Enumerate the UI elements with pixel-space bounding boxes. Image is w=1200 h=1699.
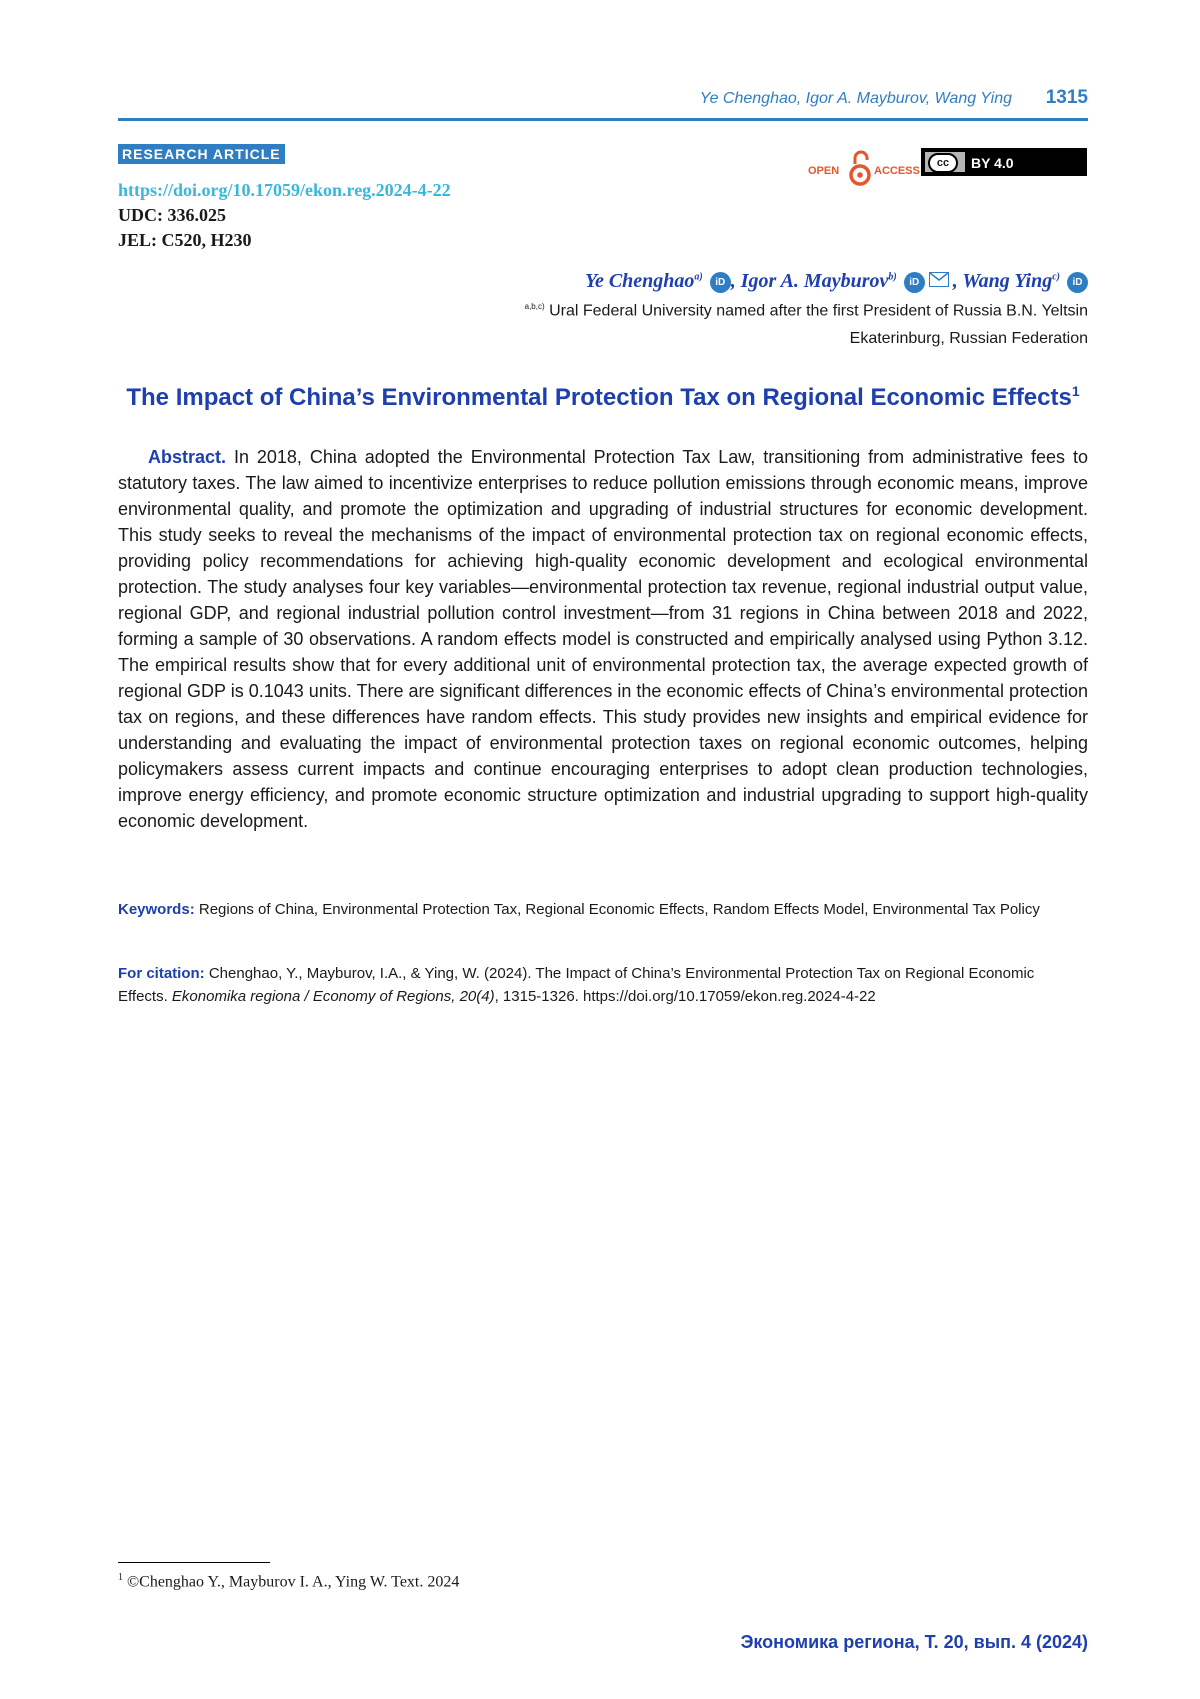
footnote-text: ©Chenghao Y., Mayburov I. A., Ying W. Text. 2024 xyxy=(127,1573,460,1591)
running-header-authors: Ye Chenghao, Igor A. Mayburov, Wang Ying xyxy=(699,90,1012,107)
open-access-access-label: ACCESS xyxy=(874,165,920,177)
udc-code: UDC: 336.025 xyxy=(118,205,226,225)
keywords-label: Keywords: xyxy=(118,901,195,918)
open-access-lock-icon xyxy=(849,148,871,188)
keywords xyxy=(118,898,1088,921)
affiliation-location: Ekaterinburg, Russian Federation xyxy=(849,330,1088,347)
cc-by-license-icon[interactable] xyxy=(921,148,1087,176)
footnote-mark: 1 xyxy=(118,1572,123,1583)
open-access-logo xyxy=(808,148,920,188)
affiliation-line xyxy=(525,302,1088,320)
citation-journal: Ekonomika regiona / Economy of Regions, 20(4) xyxy=(171,988,495,1005)
author-list xyxy=(585,270,1088,293)
abstract xyxy=(118,444,1088,834)
affiliation-text: Ural Federal University named after the first President of Russia B.N. Yeltsin xyxy=(549,302,1088,320)
page-number: 1315 xyxy=(1045,87,1088,108)
author-name: Igor A. Mayburov xyxy=(740,270,889,292)
article-title-text: The Impact of China’s Environmental Protection Tax on Regional Economic Effects xyxy=(126,384,1072,411)
orcid-icon[interactable]: iD xyxy=(904,272,925,293)
license-label: BY 4.0 xyxy=(965,152,1083,172)
author-separator: , xyxy=(730,270,741,292)
citation-pages-doi: , 1315-1326. https://doi.org/10.17059/ekon.reg.2024-4-22 xyxy=(494,988,876,1005)
author-sup: b) xyxy=(888,271,897,283)
cc-mark: cc xyxy=(928,153,958,173)
affiliation-sup: a,b,c) xyxy=(524,302,545,311)
header-rule xyxy=(118,118,1088,121)
author-name: Ye Chenghao xyxy=(584,270,695,292)
abstract-text: In 2018, China adopted the Environmental Protection Tax Law, transitioning from administrative fees to statutory taxes. The law aimed to incentivize enterprises to reduce pollution emissions through economic means, improve environmental quality, and promote the optimization and upgrading of industrial structures for economic development. This study seeks to reveal the mechanisms of the impact of environmental protection tax on regional economic effects, providing policy recommendations for achieving high-quality economic development and ecological environmental protection. The study analyses four key variables—environmental protection tax revenue, regional industrial output value, regional GDP, and regional industrial pollution control investment—from 31 regions in China between 2018 and 2022, forming a sample of 30 observations. A random effects model is constructed and empirically analysed using Python 3.12. The empirical results show that for every additional unit of environmental protection tax, the average expected growth of regional GDP is 0.1043 units. There are significant differences in the economic effects of China’s environmental protection tax on regions, and these differences have random effects. This study provides new insights and empirical evidence for understanding and evaluating the impact of environmental protection taxes on regional economic outcomes, helping policymakers assess current impacts and continue encouraging enterprises to adopt clean production technologies, improve energy efficiency, and promote economic structure optimization and industrial upgrading to support high-quality economic development. xyxy=(118,447,1088,831)
article-title xyxy=(118,374,1088,415)
email-icon[interactable] xyxy=(929,272,949,287)
open-access-open-label: OPEN xyxy=(808,165,840,177)
orcid-icon[interactable]: iD xyxy=(1067,272,1088,293)
footnote xyxy=(118,1572,459,1591)
license-badge-background xyxy=(925,152,1083,172)
jel-code: JEL: C520, H230 xyxy=(118,230,252,250)
citation-text: Chenghao, Y., Mayburov, I.A., & Ying, W. (2024). The Impact of China’s Environmental Protection Tax on Regional Economic Effects. xyxy=(118,965,1035,1005)
footnote-rule xyxy=(118,1562,270,1563)
doi-link[interactable]: https://doi.org/10.17059/ekon.reg.2024-4-22 xyxy=(118,180,451,200)
citation xyxy=(118,962,1088,1008)
article-type-badge: RESEARCH ARTICLE xyxy=(118,144,285,164)
orcid-icon[interactable]: iD xyxy=(710,272,731,293)
author-sup: a) xyxy=(694,271,703,283)
keywords-text: Regions of China, Environmental Protection Tax, Regional Economic Effects, Random Effects Model, Environmental Tax Policy xyxy=(198,901,1040,918)
title-footnote-mark: 1 xyxy=(1071,383,1080,399)
author-sup: c) xyxy=(1052,271,1060,283)
running-footer: Экономика региона, Т. 20, вып. 4 (2024) xyxy=(740,1632,1088,1652)
abstract-label: Abstract. xyxy=(148,447,227,467)
running-header xyxy=(118,86,1088,112)
author-name: Wang Ying xyxy=(962,270,1053,292)
citation-label: For citation: xyxy=(118,965,205,982)
author-separator: , xyxy=(952,270,963,292)
